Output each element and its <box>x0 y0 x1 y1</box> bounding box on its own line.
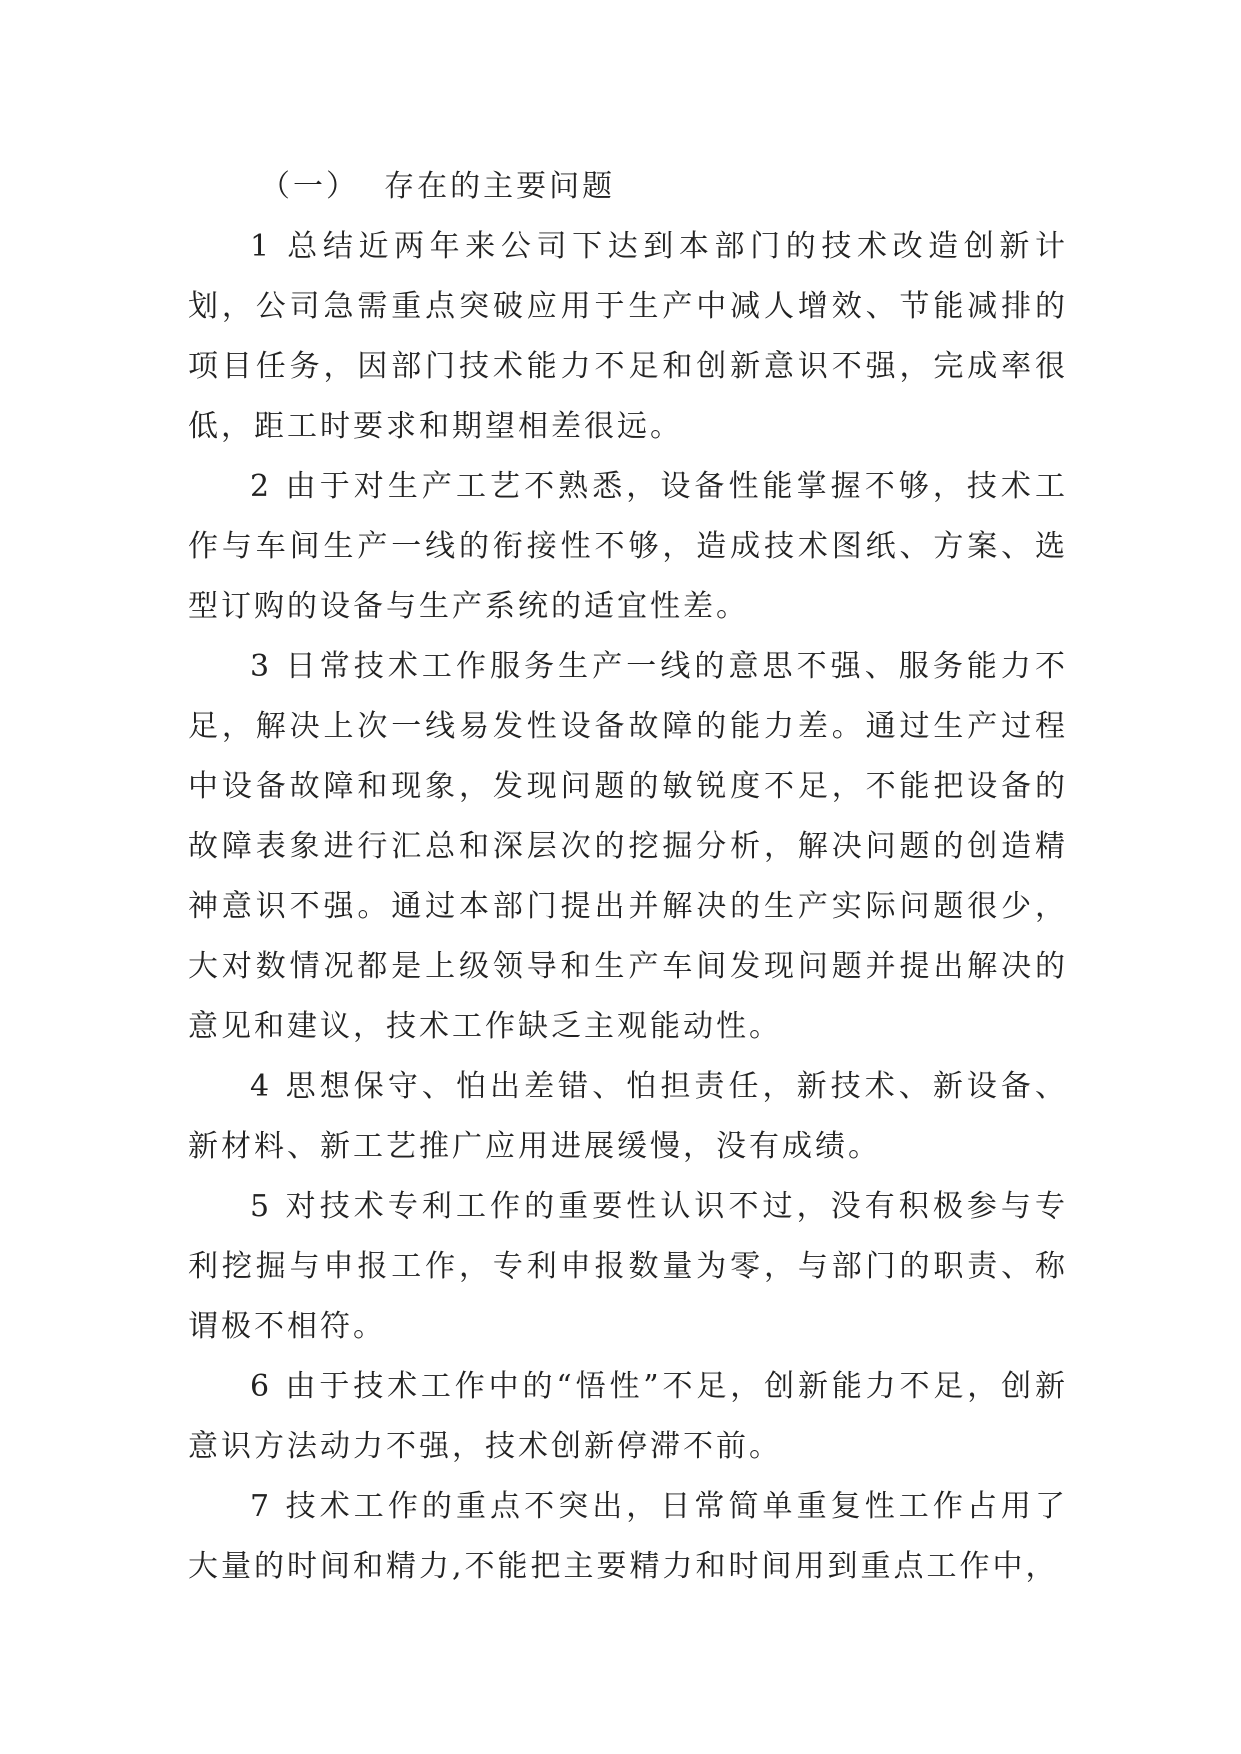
paragraph-3: 3 日常技术工作服务生产一线的意思不强、服务能力不足，解决上次一线易发性设备故障的能力差。通过生产过程中设备故障和现象，发现问题的敏锐度不足，不能把设备的故障表象进行汇总和深层次的挖掘分析，解决问题的创造精神意识不强。通过本部门提出并解决的生产实际问题很少，大对数情况都是上级领导和生产车间发现问题并提出解决的意见和建议，技术工作缺乏主观能动性。 <box>188 649 1068 1044</box>
paragraph-6: 6 由于技术工作中的“悟性”不足，创新能力不足，创新意识方法动力不强，技术创新停滞不前。 <box>188 1369 1068 1464</box>
paragraph-5: 5 对技术专利工作的重要性认识不过，没有积极参与专利挖掘与申报工作，专利申报数量为零，与部门的职责、称谓极不相符。 <box>188 1189 1068 1344</box>
section-heading: （一） 存在的主要问题 <box>260 169 616 204</box>
paragraph-4: 4 思想保守、怕出差错、怕担责任，新技术、新设备、新材料、新工艺推广应用进展缓慢，没有成绩。 <box>188 1069 1068 1164</box>
paragraph-2: 2 由于对生产工艺不熟悉，设备性能掌握不够，技术工作与车间生产一线的衔接性不够，造成技术图纸、方案、选型订购的设备与生产系统的适宜性差。 <box>188 469 1068 624</box>
paragraph-1: 1 总结近两年来公司下达到本部门的技术改造创新计划，公司急需重点突破应用于生产中减人增效、节能减排的项目任务，因部门技术能力不足和创新意识不强，完成率很低，距工时要求和期望相差很远。 <box>188 229 1068 444</box>
document-body <box>188 157 1068 1597</box>
paragraph-7: 7 技术工作的重点不突出，日常简单重复性工作占用了大量的时间和精力,不能把主要精力和时间用到重点工作中， <box>188 1489 1068 1584</box>
